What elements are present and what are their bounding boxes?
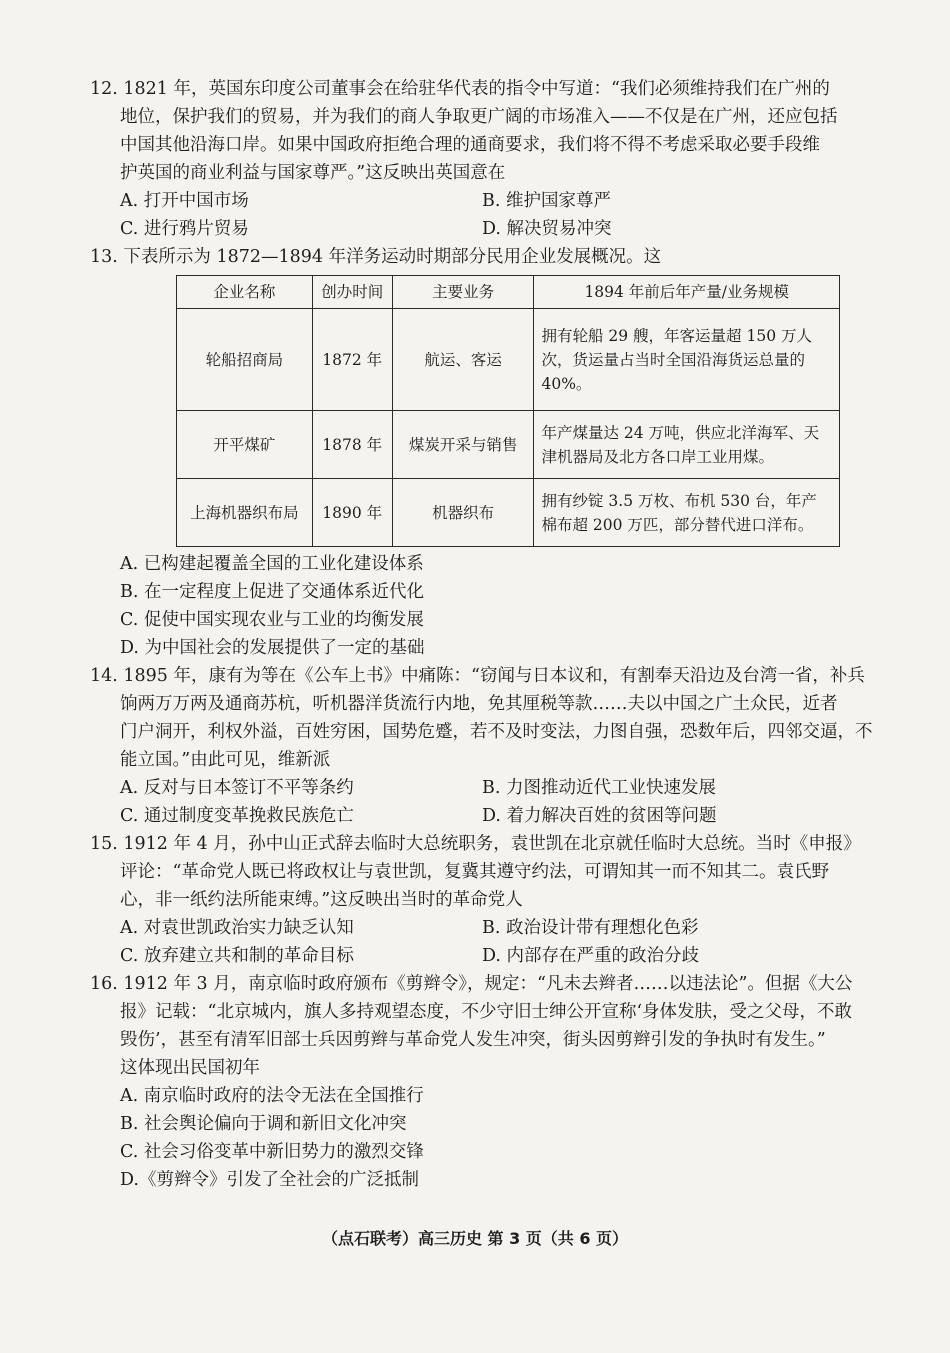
question-14-line: 14. 1895 年，康有为等在《公车上书》中痛陈：“窃闻与日本议和，有割奉天沿边及台湾一省，补兵 <box>90 666 865 686</box>
table-cell: 拥有纱锭 3.5 万枚、布机 530 台，年产棉布超 200 万匹，部分替代进口洋布。 <box>534 479 840 547</box>
enterprise-table <box>176 275 840 547</box>
question-15-line: 15. 1912 年 4 月，孙中山正式辞去临时大总统职务，袁世凯在北京就任临时大总统。当时《申报》 <box>90 834 861 854</box>
option-a[interactable]: A. 反对与日本签订不平等条约 <box>120 778 354 798</box>
question-16 <box>90 970 910 1194</box>
question-13-stem <box>90 243 910 271</box>
option-b[interactable]: B. 在一定程度上促进了交通体系近代化 <box>120 582 424 602</box>
option-b[interactable]: B. 维护国家尊严 <box>482 191 611 211</box>
table-cell: 开平煤矿 <box>177 411 313 479</box>
question-16-line: 报》记载：“北京城内，旗人多持观望态度，不少守旧士绅公开宣称‘身体发肤，受之父母，不敢 <box>120 1002 853 1022</box>
question-15-line: 评论：“革命党人既已将政权让与袁世凯，复冀其遵守约法，可谓知其一而不知其二。袁氏野 <box>120 862 829 882</box>
option-c[interactable]: C. 放弃建立共和制的革命目标 <box>120 946 354 966</box>
table-row <box>177 309 840 411</box>
table-header: 创办时间 <box>312 276 392 309</box>
table-row <box>177 479 840 547</box>
question-16-line: 16. 1912 年 3 月，南京临时政府颁布《剪辫令》，规定：“凡未去辫者……以违法论”。但据《大公 <box>90 974 853 994</box>
options-row <box>90 187 910 215</box>
option-b[interactable]: B. 力图推动近代工业快速发展 <box>482 778 716 798</box>
question-12-line: 中国其他沿海口岸。如果中国政府拒绝合理的通商要求，我们将不得不考虑采取必要手段维 <box>120 135 820 155</box>
question-12-line: 护英国的商业利益与国家尊严。”这反映出英国意在 <box>120 163 506 183</box>
table-cell: 年产煤量达 24 万吨，供应北洋海军、天津机器局及北方各口岸工业用煤。 <box>534 411 840 479</box>
table-cell: 1872 年 <box>312 309 392 411</box>
option-a[interactable]: A. 已构建起覆盖全国的工业化建设体系 <box>120 554 424 574</box>
option-a[interactable]: A. 打开中国市场 <box>120 191 249 211</box>
option-b[interactable]: B. 政治设计带有理想化色彩 <box>482 918 699 938</box>
option-d[interactable]: D. 内部存在严重的政治分歧 <box>482 946 700 966</box>
question-15-line: 心，非一纸约法所能束缚。”这反映出当时的革命党人 <box>120 890 523 910</box>
table-cell: 机器织布 <box>392 479 534 547</box>
option-c[interactable]: C. 进行鸦片贸易 <box>120 219 249 239</box>
table-cell: 上海机器织布局 <box>177 479 313 547</box>
options-row <box>90 942 910 970</box>
table-cell: 1890 年 <box>312 479 392 547</box>
question-12-line: 地位，保护我们的贸易，并为我们的商人争取更广阔的市场准入——不仅是在广州，还应包括 <box>120 107 838 127</box>
table-cell: 1878 年 <box>312 411 392 479</box>
option-d[interactable]: D. 着力解决百姓的贫困等问题 <box>482 806 717 826</box>
table-cell: 轮船招商局 <box>177 309 313 411</box>
question-12 <box>90 75 910 243</box>
question-14-line: 门户洞开，利权外溢，百姓穷困，国势危蹙，若不及时变法，力图自强，恐数年后，四邻交逼，不 <box>120 722 873 742</box>
option-b[interactable]: B. 社会舆论偏向于调和新旧文化冲突 <box>120 1114 407 1134</box>
page-footer: （点石联考）高三历史 第 3 页（共 6 页） <box>321 1229 629 1248</box>
table-header-row <box>177 276 840 309</box>
question-13-options <box>90 550 910 662</box>
option-c[interactable]: C. 促使中国实现农业与工业的均衡发展 <box>120 610 424 630</box>
options-row <box>90 215 910 243</box>
table-header: 企业名称 <box>177 276 313 309</box>
question-14-line: 能立国。”由此可见，维新派 <box>120 750 331 770</box>
option-d[interactable]: D. 解决贸易冲突 <box>482 219 612 239</box>
table-cell: 拥有轮船 29 艘，年客运量超 150 万人次，货运量占当时全国沿海货运总量的 40%。 <box>534 309 840 411</box>
question-14 <box>90 662 910 830</box>
question-16-line: 毁伤’，甚至有清军旧部士兵因剪辫与革命党人发生冲突，街头因剪辫引发的争执时有发生。” <box>120 1030 826 1050</box>
question-13-line: 13. 下表所示为 1872—1894 年洋务运动时期部分民用企业发展概况。这 <box>90 247 662 267</box>
question-15 <box>90 830 910 970</box>
option-d[interactable]: D. 为中国社会的发展提供了一定的基础 <box>120 638 425 658</box>
option-a[interactable]: A. 对袁世凯政治实力缺乏认知 <box>120 918 354 938</box>
question-14-line: 饷两万万两及通商苏杭，听机器洋货流行内地，免其厘税等款……夫以中国之广土众民，近者 <box>120 694 838 714</box>
question-16-line: 这体现出民国初年 <box>120 1058 260 1078</box>
table-cell: 航运、客运 <box>392 309 534 411</box>
table-header: 1894 年前后年产量/业务规模 <box>534 276 840 309</box>
option-c[interactable]: C. 通过制度变革挽救民族危亡 <box>120 806 354 826</box>
table-row <box>177 411 840 479</box>
options-row <box>90 774 910 802</box>
question-12-line: 12. 1821 年，英国东印度公司董事会在给驻华代表的指令中写道：“我们必须维持我们在广州的 <box>90 79 830 99</box>
option-a[interactable]: A. 南京临时政府的法令无法在全国推行 <box>120 1086 424 1106</box>
table-cell: 煤炭开采与销售 <box>392 411 534 479</box>
table-header: 主要业务 <box>392 276 534 309</box>
options-row <box>90 802 910 830</box>
options-row <box>90 914 910 942</box>
option-c[interactable]: C. 社会习俗变革中新旧势力的激烈交锋 <box>120 1142 424 1162</box>
option-d[interactable]: D.《剪辫令》引发了全社会的广泛抵制 <box>120 1170 419 1190</box>
